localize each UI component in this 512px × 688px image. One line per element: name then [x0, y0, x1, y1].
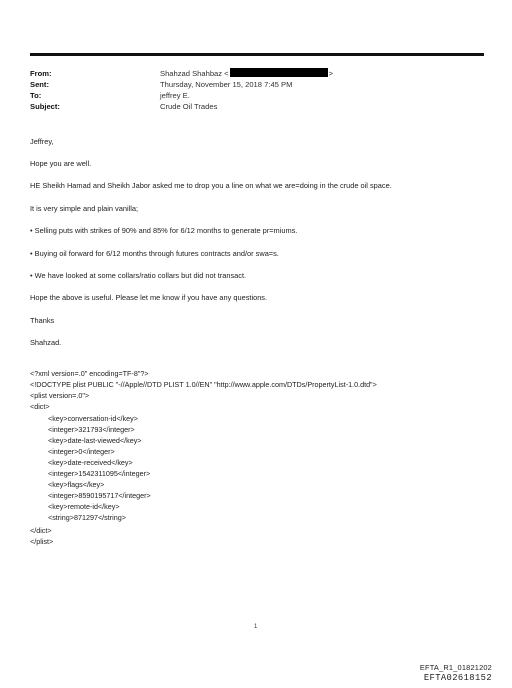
- to-value: jeffrey E.: [160, 91, 190, 100]
- subject-label: Subject:: [30, 102, 60, 111]
- plist-line: </plist>: [30, 537, 54, 546]
- header-rule: [30, 53, 484, 56]
- bullet-item: • Buying oil forward for 6/12 months through futures contracts and/or swa=s.: [30, 249, 279, 258]
- page-number: 1: [254, 624, 258, 630]
- plist-line: <key>date-received</key>: [48, 458, 133, 467]
- plist-line: <dict>: [30, 402, 50, 411]
- footer-ref-primary: EFTA_R1_01821202: [419, 663, 492, 672]
- greeting: Jeffrey,: [30, 137, 54, 146]
- plist-line: <key>flags</key>: [48, 480, 105, 489]
- plist-line: <key>date-last-viewed</key>: [48, 436, 142, 445]
- thanks: Thanks: [30, 316, 55, 325]
- plist-line: <integer>0</integer>: [48, 447, 115, 456]
- sent-label: Sent:: [30, 80, 49, 89]
- body-line: HE Sheikh Hamad and Sheikh Jabor asked me to drop you a line on what we are=doing in the crude oil space.: [30, 181, 392, 190]
- signoff: Shahzad.: [30, 338, 62, 347]
- body-line: It is very simple and plain vanilla;: [30, 204, 139, 213]
- body-line: Hope you are well.: [30, 159, 92, 168]
- bullet-item: • We have looked at some collars/ratio collars but did not transact.: [30, 271, 247, 280]
- plist-line: <integer>1542311095</integer>: [48, 469, 151, 478]
- bullet-item: • Selling puts with strikes of 90% and 85% for 6/12 months to generate pr=miums.: [30, 226, 298, 235]
- plist-line: <?xml version=.0" encoding=TF-8"?>: [30, 369, 149, 378]
- to-label: To:: [30, 91, 42, 100]
- plist-line: <integer>321793</integer>: [48, 425, 135, 434]
- plist-line: <key>conversation-id</key>: [48, 414, 138, 423]
- plist-line: <integer>8590195717</integer>: [48, 491, 151, 500]
- plist-line: <!DOCTYPE plist PUBLIC "-//Apple//DTD PLIST 1.0//EN" "http://www.apple.com/DTDs/PropertyList-1.0.dtd">: [30, 380, 377, 389]
- subject-value: Crude Oil Trades: [160, 102, 218, 111]
- plist-line: </dict>: [30, 526, 52, 535]
- footer-ref-secondary: EFTA02618152: [423, 673, 492, 683]
- plist-line: <string>871297</string>: [48, 513, 126, 522]
- from-label: From:: [30, 69, 52, 78]
- plist-line: <plist version=.0">: [30, 391, 90, 400]
- from-value: Shahzad Shahbaz < >: [160, 69, 334, 78]
- body-line: Hope the above is useful. Please let me know if you have any questions.: [30, 293, 268, 302]
- redaction-bar: [230, 68, 328, 77]
- sent-value: Thursday, November 15, 2018 7:45 PM: [160, 80, 293, 89]
- plist-line: <key>remote-id</key>: [48, 502, 120, 511]
